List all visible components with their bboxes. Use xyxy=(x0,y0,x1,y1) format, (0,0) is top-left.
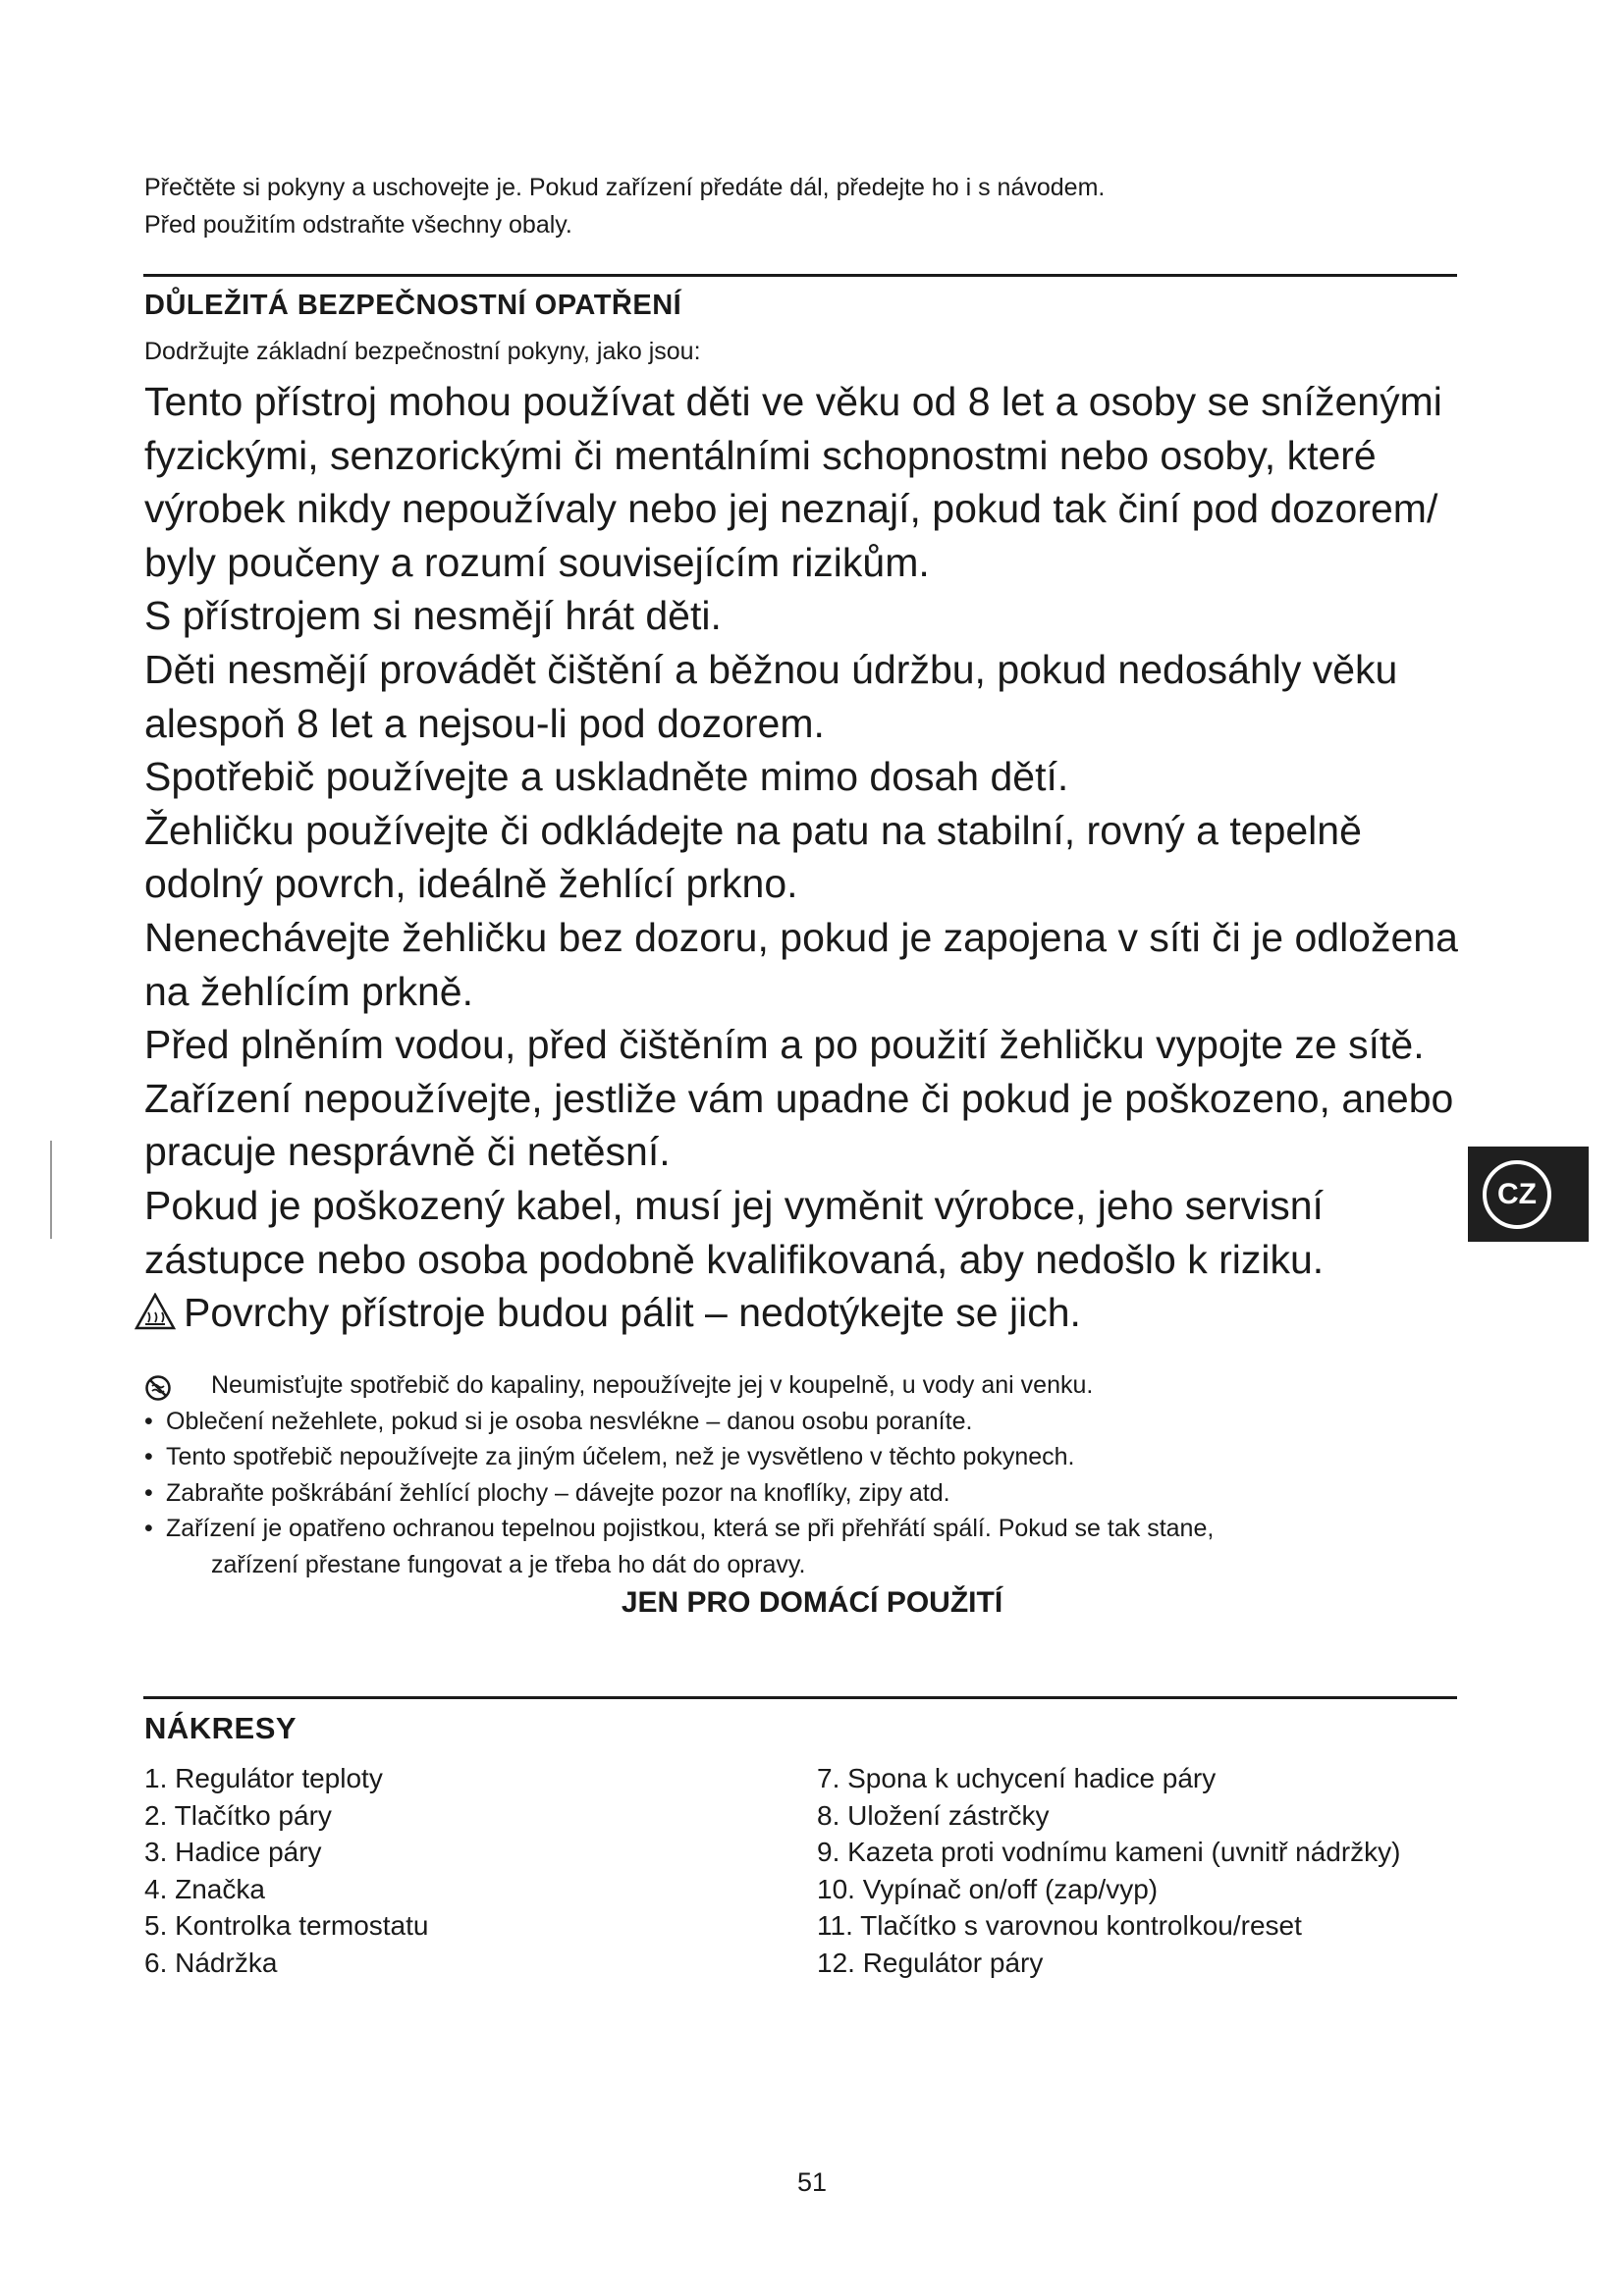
hot-surface-warning xyxy=(144,1286,1465,1344)
bullet-marker: • xyxy=(144,1443,153,1470)
intro-text xyxy=(144,169,1105,243)
safety-paragraph: S přístrojem si nesmějí hrát děti. xyxy=(144,593,722,639)
bullet-text: Oblečení nežehlete, pokud si je osoba nesvlékne – danou osobu poraníte. xyxy=(166,1407,973,1435)
bullet-continuation: zařízení přestane fungovat a je třeba ho dát do opravy. xyxy=(211,1550,806,1578)
safety-subheading: Dodržujte základní bezpečnostní pokyny, jako jsou: xyxy=(144,338,701,365)
safety-paragraph: Děti nesmějí provádět čištění a běžnou údržbu, pokud nedosáhly věku alespoň 8 let a nejsou-li pod dozorem. xyxy=(144,646,1398,746)
bullet-marker: • xyxy=(144,1407,153,1435)
list-item: 9. Kazeta proti vodnímu kameni (uvnitř nádržky) xyxy=(817,1837,1401,1867)
bullet-item xyxy=(144,1511,1450,1547)
margin-mark xyxy=(50,1141,52,1239)
safety-paragraph: Tento přístroj mohou používat děti ve věku od 8 let a osoby se sníženými fyzickými, senzorickými či mentálními schopnostmi nebo osoby, které výrobek nikdy nepoužívaly nebo jej neznají, pokud tak činí pod dozorem/ byly poučeny a rozumí souvisejícím rizikům. xyxy=(144,379,1442,585)
section-divider xyxy=(143,274,1457,277)
no-immersion-text: Neumisťujte spotřebič do kapaliny, nepoužívejte jej v koupelně, u vody ani venku. xyxy=(211,1371,1094,1399)
list-item: 2. Tlačítko páry xyxy=(144,1799,332,1831)
hot-surface-warning-icon xyxy=(135,1290,176,1344)
bullet-marker: • xyxy=(144,1515,153,1542)
safety-heading: DŮLEŽITÁ BEZPEČNOSTNÍ OPATŘENÍ xyxy=(144,290,682,321)
domestic-use-notice: JEN PRO DOMÁCÍ POUŽITÍ xyxy=(621,1586,1003,1619)
no-immersion-warning xyxy=(144,1367,1450,1404)
bullet-text: Zařízení je opatřeno ochranou tepelnou pojistkou, která se při přehřátí spálí. Pokud se tak stane, xyxy=(166,1515,1215,1542)
safety-bullets xyxy=(144,1367,1450,1582)
bullet-text: Tento spotřebič nepoužívejte za jiným účelem, než je vysvětleno v těchto pokynech. xyxy=(166,1443,1075,1470)
list-item: 6. Nádržka xyxy=(144,1947,278,1978)
intro-line: Přečtěte si pokyny a uschovejte je. Pokud zařízení předáte dál, předejte ho i s návodem. xyxy=(144,174,1106,201)
drawings-list-left xyxy=(144,1760,428,1981)
safety-paragraph: Pokud je poškozený kabel, musí jej vyměnit výrobce, jeho servisní zástupce nebo osoba podobně kvalifikovaná, aby nedošlo k riziku. xyxy=(144,1182,1325,1282)
language-tab xyxy=(1468,1147,1589,1242)
list-item: 1. Regulátor teploty xyxy=(144,1763,383,1793)
list-item: 12. Regulátor páry xyxy=(817,1947,1044,1978)
section-divider xyxy=(143,1696,1457,1699)
safety-paragraph: Žehličku používejte či odkládejte na patu na stabilní, rovný a tepelně odolný povrch, ideálně žehlící prkno. xyxy=(144,807,1362,907)
language-tab-label: CZ xyxy=(1483,1160,1551,1229)
hot-surface-warning-text: Povrchy přístroje budou pálit – nedotýkejte se jich. xyxy=(184,1290,1081,1336)
list-item: 5. Kontrolka termostatu xyxy=(144,1910,429,1941)
bullet-text: Zabraňte poškrábání žehlící plochy – dávejte pozor na knoflíky, zipy atd. xyxy=(166,1478,950,1507)
safety-paragraph: Spotřebič používejte a uskladněte mimo dosah dětí. xyxy=(144,754,1069,800)
list-item: 8. Uložení zástrčky xyxy=(817,1799,1050,1831)
safety-paragraph: Zařízení nepoužívejte, jestliže vám upadne či pokud je poškozeno, anebo pracuje nesprávně či netěsní. xyxy=(144,1075,1454,1175)
list-item: 7. Spona k uchycení hadice páry xyxy=(817,1763,1217,1793)
safety-paragraph: Před plněním vodou, před čištěním a po použití žehličku vypojte ze sítě. xyxy=(144,1022,1425,1068)
bullet-marker: • xyxy=(144,1478,153,1507)
drawings-heading: NÁKRESY xyxy=(144,1711,298,1745)
list-item: 10. Vypínač on/off (zap/vyp) xyxy=(817,1873,1159,1904)
list-item: 11. Tlačítko s varovnou kontrolkou/reset xyxy=(817,1910,1302,1941)
intro-line: Před použitím odstraňte všechny obaly. xyxy=(144,211,572,239)
bullet-item xyxy=(144,1439,1450,1475)
safety-paragraph: Nenechávejte žehličku bez dozoru, pokud je zapojena v síti či je odložena na žehlícím prkně. xyxy=(144,914,1458,1014)
safety-instructions xyxy=(144,375,1465,1344)
list-item: 4. Značka xyxy=(144,1873,265,1904)
bullet-item xyxy=(144,1475,1450,1512)
drawings-list-right xyxy=(817,1760,1400,1981)
page-number: 51 xyxy=(796,2167,828,2197)
bullet-item xyxy=(144,1404,1450,1440)
list-item: 3. Hadice páry xyxy=(144,1837,322,1867)
